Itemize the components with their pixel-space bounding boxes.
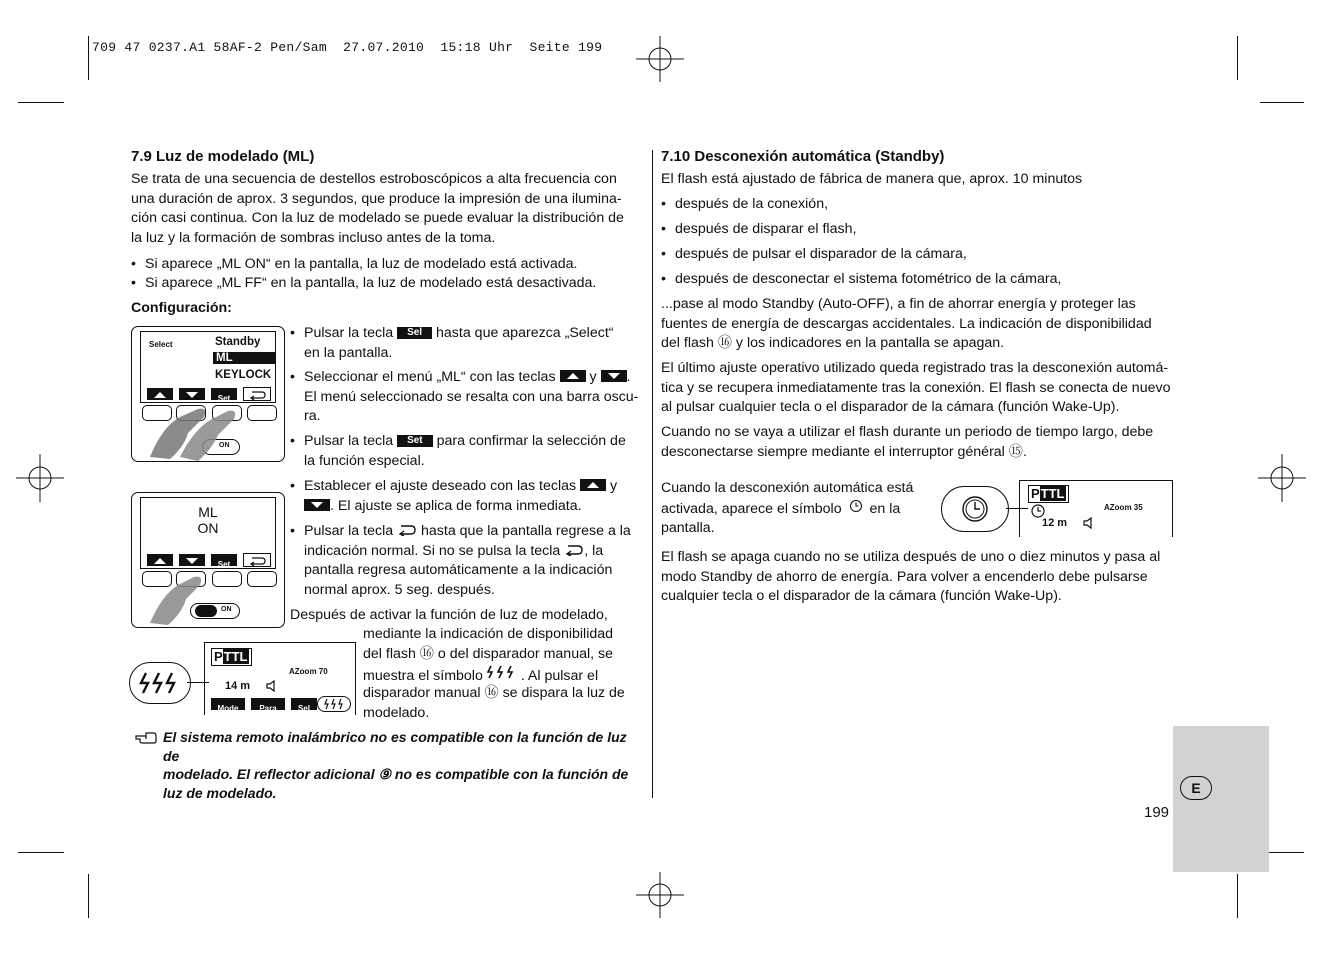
azoom-readout: AZoom 70	[289, 667, 328, 676]
list-item: • Seleccionar el menú „ML“ con las teclas y . El menú seleccionado se resalta con una barra oscu- ra.	[290, 369, 639, 424]
list-item: • después de disparar el flash,	[661, 220, 1171, 240]
note-line: modelado. El reflector adicional ⑨ no es compatible con la función de	[163, 766, 629, 782]
list-item: • después de desconectar el sistema fotométrico de la cámara,	[661, 270, 1171, 290]
up-softkey	[147, 554, 173, 566]
text-line: una duración de aprox. 3 segundos, que produce la impresión de una ilumina-	[131, 190, 622, 207]
step-text: , la	[584, 542, 604, 559]
step-text: indicación normal. Si no se pulsa la tecla	[304, 542, 561, 559]
para-softkey	[251, 698, 285, 713]
step-text: Pulsar la tecla	[304, 523, 394, 539]
text-line: modelado.	[363, 705, 430, 721]
text-line: Después de activar la función de luz de modelado,	[290, 607, 608, 623]
list-item-text: después de pulsar el disparador de la cámara,	[675, 246, 967, 262]
text-line: ...pase al modo Standby (Auto-OFF), a fin de ahorrar energía y proteger las	[661, 296, 1136, 312]
flash-display-panel	[204, 642, 356, 715]
ttl-label: TTL	[223, 649, 248, 664]
distance-readout: 14 m	[225, 680, 251, 692]
step-text: hasta que la pantalla regrese a la	[421, 523, 631, 539]
step-text: pantalla regresa automáticamente a la indicación	[304, 562, 613, 578]
language-badge: E	[1180, 776, 1212, 800]
crop-mark	[1237, 874, 1238, 918]
modeling-light-icon	[130, 663, 190, 703]
step-text: . El ajuste se aplica de forma inmediata.	[330, 497, 582, 514]
step-text: hasta que aparezca „Select“	[436, 325, 614, 341]
list-item: • Establecer el ajuste deseado con las teclas y . El ajuste se aplica de forma inmediata.	[290, 478, 618, 514]
hardware-button[interactable]	[247, 571, 277, 587]
text-line: tica y se recupera inmediatamente tras la conexión. El flash se conecta de nuevo	[661, 379, 1171, 396]
step-text: para confirmar la selección de	[436, 433, 626, 449]
crop-mark	[18, 852, 64, 853]
hardware-button[interactable]	[212, 571, 242, 587]
crop-mark	[18, 102, 64, 103]
text-line: la luz y la formación de sombras incluso antes de la toma.	[131, 229, 496, 246]
flash-display-panel	[1019, 480, 1173, 537]
set-key-icon: Set	[397, 435, 433, 447]
crop-mark	[88, 874, 89, 918]
modeling-light-icon	[318, 697, 350, 711]
modeling-light-callout	[129, 662, 191, 704]
softkey-label: Para	[259, 704, 277, 713]
text-line: Cuando no se vaya a utilizar el flash durante un periodo de tiempo largo, debe	[661, 424, 1154, 440]
return-icon	[244, 555, 270, 567]
hardware-button[interactable]	[247, 405, 277, 421]
set-softkey-label: Set	[217, 394, 231, 403]
standby-paragraph-2	[661, 359, 1173, 418]
text-line: del flash ⑯ y los indicadores en la pantalla se apagan.	[661, 335, 1005, 351]
list-item: • Pulsar la tecla hasta que la pantalla regrese a la indicación normal. Si no se pulsa la tecla , la pantalla regresa automáticamente a la indicación normal aprox. 5 seg. después.	[290, 523, 631, 598]
step-text: en la pantalla.	[304, 344, 393, 361]
text-line: ción casi continua. Con la luz de modelado se puede evaluar la distribución de	[131, 210, 624, 226]
standby-clock-icon	[849, 499, 863, 513]
flash-control-panel-1	[131, 326, 285, 462]
standby-clock-icon	[942, 487, 1008, 531]
down-key-icon	[304, 499, 330, 511]
down-key-icon	[601, 370, 627, 382]
standby-paragraph-4	[661, 548, 1173, 607]
flash-control-panel-2	[131, 492, 285, 628]
sel-softkey	[291, 698, 317, 713]
list-item: • Si aparece „ML FF“ en la pantalla, la luz de modelado está desactivada.	[131, 274, 646, 294]
power-switch-label: ON	[219, 442, 230, 449]
lcd-line: ON	[197, 520, 219, 536]
list-item: • Pulsar la tecla Sel hasta que aparezca „Select“ en la pantalla.	[290, 325, 614, 361]
list-item: • después de pulsar el disparador de la cámara,	[661, 245, 1171, 265]
section-title-ml: 7.9 Luz de modelado (ML)	[131, 148, 315, 165]
text-line: El último ajuste operativo utilizado queda registrado tras la desconexión automá-	[661, 360, 1169, 376]
step-text: y	[589, 369, 597, 385]
step-text: y	[610, 478, 618, 494]
speaker-icon	[265, 679, 279, 693]
mode-letter: P	[1031, 486, 1040, 501]
pointing-hand-icon	[134, 730, 158, 746]
step-text: El menú seleccionado se resalta con una barra oscu-	[304, 388, 639, 405]
pressing-finger-icon	[140, 397, 240, 467]
down-softkey	[179, 554, 205, 566]
registration-mark-right	[1258, 454, 1308, 504]
list-item: • Pulsar la tecla Set para confirmar la selección de la función especial.	[290, 433, 626, 469]
step-text: Pulsar la tecla	[304, 325, 394, 341]
up-key-icon	[580, 479, 606, 491]
list-item: • después de la conexión,	[661, 195, 1171, 215]
pressing-finger-icon	[144, 569, 214, 629]
standby-paragraph-3	[661, 423, 1173, 462]
set-softkey-label: Set	[217, 560, 231, 569]
lcd-line: ML	[198, 504, 218, 520]
registration-mark-top	[636, 36, 686, 86]
return-key-icon	[564, 544, 584, 556]
ml-intro	[131, 170, 646, 248]
standby-callout	[941, 486, 1009, 532]
text-line: desconectarse siempre mediante el interruptor général ⑮.	[661, 443, 1027, 460]
up-key-icon	[560, 370, 586, 382]
list-item-text: después de la conexión,	[675, 196, 829, 212]
text-line: cualquier tecla o el disparador de la cámara (función Wake-Up).	[661, 588, 1062, 604]
softkey-label: Mode	[217, 704, 239, 713]
softkey-label: Sel	[297, 704, 310, 713]
return-icon	[244, 389, 270, 401]
crop-mark	[1237, 36, 1238, 80]
compatibility-note	[163, 728, 643, 802]
lcd-display	[140, 497, 276, 569]
list-item-text: después de desconectar el sistema fotométrico de la cámara,	[675, 271, 1062, 287]
crop-mark	[88, 36, 89, 80]
text-line-part: muestra el símbolo	[363, 668, 483, 684]
text-line: modo Standby de ahorro de energía. Para volver a encenderlo debe pulsarse	[661, 568, 1148, 585]
return-key-icon	[397, 524, 417, 536]
page-number: 199	[1144, 804, 1170, 821]
note-line: luz de modelado.	[163, 784, 277, 801]
modeling-light-indicator	[317, 696, 351, 712]
pttl-mode-badge	[1028, 485, 1069, 503]
list-item-text: Si aparece „ML FF“ en la pantalla, la luz de modelado está desactivada.	[145, 275, 597, 291]
modeling-light-icon	[487, 665, 521, 679]
step-text: ra.	[304, 408, 321, 424]
note-line: El sistema remoto inalámbrico no es compatible con la función de luz de	[163, 729, 627, 764]
azoom-readout: AZoom 35	[1104, 503, 1143, 512]
return-softkey	[243, 553, 271, 567]
text-line: al pulsar cualquier tecla o el disparador de la cámara (función Wake-Up).	[661, 399, 1120, 415]
sel-key-icon: Sel	[397, 327, 432, 339]
step-text: Pulsar la tecla	[304, 433, 394, 449]
crop-mark	[1260, 102, 1304, 103]
text-line: Se trata de una secuencia de destellos estroboscópicos a alta frecuencia con	[131, 171, 617, 187]
list-item-text: después de disparar el flash,	[675, 221, 857, 237]
text-line: fuentes de energía de descargas accidentales. La indicación de disponibilidad	[661, 315, 1152, 332]
speaker-icon	[1082, 516, 1096, 530]
step-text: Establecer el ajuste deseado con las teclas	[304, 478, 577, 494]
column-divider	[652, 150, 653, 798]
text-line: Cuando la desconexión automática está	[661, 480, 914, 496]
registration-mark-bottom	[636, 870, 686, 920]
set-softkey	[211, 554, 237, 569]
lcd-menu-item: KEYLOCK	[215, 369, 272, 381]
mode-letter: P	[214, 649, 223, 664]
text-line-part: en la	[869, 500, 901, 517]
text-line: disparador manual ⑯ se dispara la luz de	[363, 685, 625, 701]
return-softkey	[243, 387, 271, 401]
list-item-text: Si aparece „ML ON“ en la pantalla, la luz de modelado está activada.	[145, 256, 578, 272]
lcd-menu-item: Standby	[215, 336, 261, 348]
step-text: normal aprox. 5 seg. después.	[304, 581, 495, 598]
config-label: Configuración:	[131, 300, 232, 316]
ttl-label: TTL	[1040, 486, 1065, 501]
power-switch-label: ON	[221, 606, 232, 613]
text-line-part: . Al pulsar el	[520, 668, 599, 684]
lcd-menu-item-selected: ML	[213, 352, 276, 364]
distance-readout: 12 m	[1042, 517, 1068, 529]
step-text: Seleccionar el menú „ML“ con las teclas	[304, 369, 556, 385]
text-line: mediante la indicación de disponibilidad	[363, 626, 614, 642]
registration-mark-left	[16, 454, 66, 504]
standby-intro: El flash está ajustado de fábrica de manera que, aprox. 10 minutos	[661, 171, 1083, 187]
mode-softkey	[211, 698, 245, 713]
text-line: del flash ⑯ o del disparador manual, se	[363, 646, 613, 662]
standby-symbol-text	[661, 479, 931, 539]
list-item: • Si aparece „ML ON“ en la pantalla, la luz de modelado está activada.	[131, 255, 646, 275]
pttl-mode-badge	[211, 648, 252, 666]
text-line: El flash se apaga cuando no se utiliza después de uno o diez minutos y pasa al	[661, 549, 1161, 565]
section-title-standby: 7.10 Desconexión automática (Standby)	[661, 148, 945, 165]
standby-paragraph-1	[661, 295, 1173, 354]
print-header: 709 47 0237.A1 58AF-2 Pen/Sam 27.07.2010 15:18 Uhr Seite 199	[92, 40, 603, 55]
lcd-display	[140, 331, 276, 403]
text-line: pantalla.	[661, 520, 715, 536]
lcd-select-label: Select	[149, 340, 173, 349]
text-line-part: activada, aparece el símbolo	[661, 500, 842, 517]
step-text: la función especial.	[304, 452, 425, 469]
step-text: .	[626, 369, 631, 385]
